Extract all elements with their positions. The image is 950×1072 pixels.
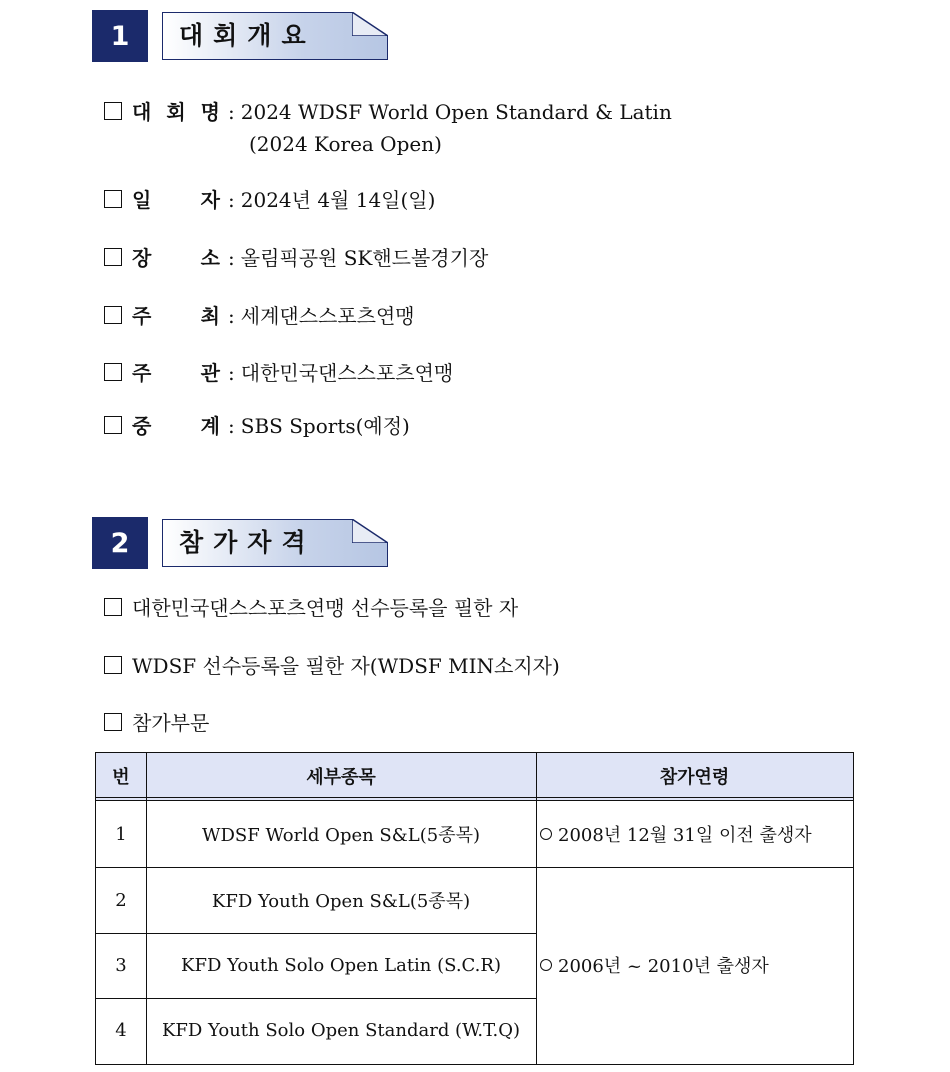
checkbox-square-icon (104, 102, 122, 120)
folded-corner-icon (352, 12, 388, 36)
info-value: 대한민국댄스스포츠연맹 (240, 361, 454, 385)
info-row-organizer: 주 관 : 대한민국댄스스포츠연맹 (104, 357, 453, 389)
info-value: 세계댄스스포츠연맹 (240, 304, 415, 328)
table-cell-no: 4 (115, 1020, 127, 1041)
section-1-header (92, 10, 388, 62)
info-label: 주 관 (132, 361, 220, 385)
table-cell-no: 3 (115, 955, 127, 976)
eligibility-item: 대한민국댄스스포츠연맹 선수등록을 필한 자 (104, 592, 518, 624)
section-2-title: 참가자격 (179, 528, 316, 557)
checkbox-square-icon (104, 713, 122, 731)
info-value: 2024 WDSF World Open Standard & Latin (240, 100, 672, 124)
info-row-broadcast: 중 계 : SBS Sports(예정) (104, 410, 410, 442)
category-table (95, 752, 854, 1065)
section-2-title-box (162, 519, 388, 567)
table-cell-no: 1 (115, 823, 127, 845)
section-1-number: 1 (92, 10, 148, 62)
info-label: 장 소 (132, 246, 220, 270)
info-row-venue: 장 소 : 올림픽공원 SK핸드볼경기장 (104, 242, 488, 274)
checkbox-square-icon (104, 248, 122, 266)
folded-corner-icon (352, 519, 388, 543)
checkbox-square-icon (104, 363, 122, 381)
info-row-host: 주 최 : 세계댄스스포츠연맹 (104, 300, 415, 332)
info-value: SBS Sports(예정) (240, 414, 410, 438)
table-cell-event: KFD Youth Solo Open Standard (W.T.Q) (161, 1020, 521, 1041)
checkbox-square-icon (104, 190, 122, 208)
checkbox-square-icon (104, 656, 122, 674)
table-header-no: 번 (112, 766, 130, 788)
circle-bullet-icon (540, 959, 552, 971)
table-cell-no: 2 (115, 889, 127, 911)
info-value: 2024년 4월 14일(일) (240, 188, 436, 212)
section-1-title-box (162, 12, 388, 60)
circle-bullet-icon (540, 828, 552, 840)
table-cell-event: KFD Youth Solo Open Latin (S.C.R) (181, 955, 501, 976)
checkbox-square-icon (104, 416, 122, 434)
eligibility-item: WDSF 선수등록을 필한 자(WDSF MIN소지자) (104, 650, 560, 682)
info-label: 주 최 (132, 304, 220, 328)
table-header-age: 참가연령 (659, 766, 730, 788)
info-label: 일 자 (132, 188, 220, 212)
checkbox-square-icon (104, 306, 122, 324)
section-2-number: 2 (92, 517, 148, 569)
info-label: 대 회 명 (132, 100, 220, 124)
table-cell-age: 2008년 12월 31일 이전 출생자 (536, 801, 853, 867)
info-label: 중 계 (132, 414, 220, 438)
info-row-date: 일 자 : 2024년 4월 14일(일) (104, 184, 435, 216)
info-row-name: 대 회 명 : 2024 WDSF World Open Standard & Latin (2024 Korea Open) (104, 96, 672, 160)
checkbox-square-icon (104, 598, 122, 616)
section-2-header (92, 517, 388, 569)
info-value: 올림픽공원 SK핸드볼경기장 (240, 246, 489, 270)
eligibility-item: 참가부문 (104, 707, 209, 739)
table-header-event: 세부종목 (306, 766, 376, 788)
table-cell-event: KFD Youth Open S&L(5종목) (211, 891, 471, 912)
table-cell-age-merged: 2006년 ~ 2010년 출생자 (536, 867, 853, 1063)
section-1-title: 대회개요 (179, 21, 316, 50)
table-cell-event: WDSF World Open S&L(5종목) (201, 825, 481, 846)
info-value-continued: (2024 Korea Open) (249, 132, 442, 156)
